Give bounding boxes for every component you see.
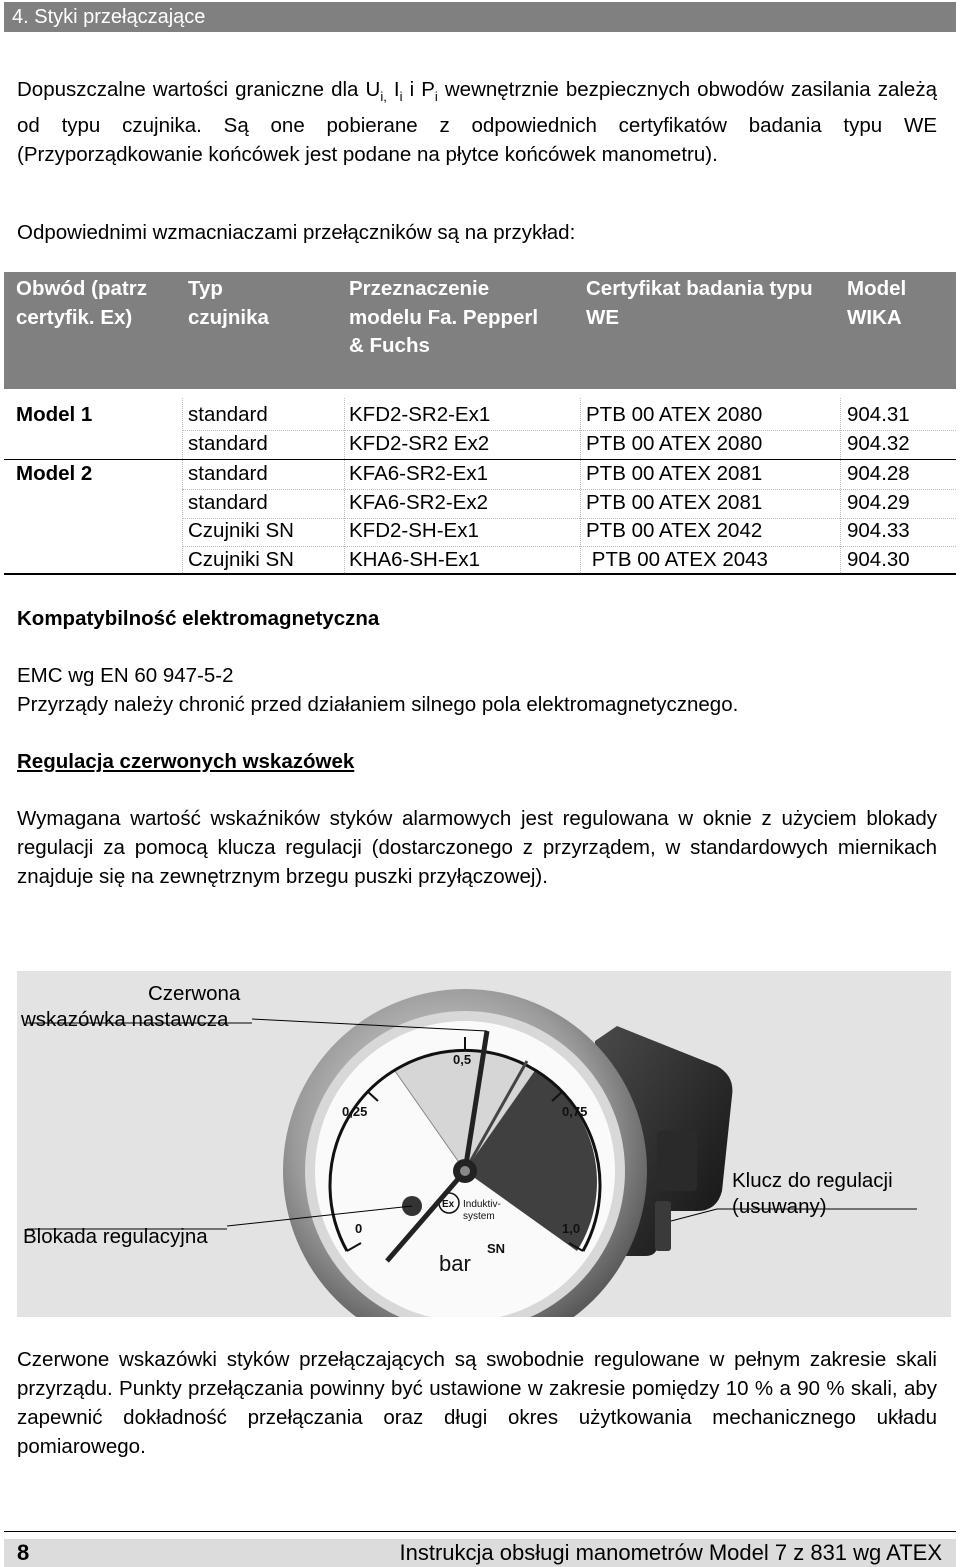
table-header [4, 272, 956, 389]
unit-label: bar [439, 1251, 471, 1276]
emc-standard: EMC wg EN 60 947-5-2 [17, 664, 234, 687]
switch-amplifier-table [4, 398, 956, 573]
emc-warning: Przyrządy należy chronić przed działaniem silnego pola elektromagnetycznego. [17, 693, 739, 716]
amplifiers-intro: Odpowiednimi wzmacniaczami przełączników są na przykład: [17, 221, 576, 244]
tick-label: 1,0 [562, 1221, 581, 1236]
callout-lock: Blokada regulacyjna [23, 1225, 208, 1248]
table-row: standard KFD2-SR2 Ex2 PTB 00 ATEX 2080 904.32 [188, 432, 910, 455]
header-wika-model: Model WIKA [847, 277, 907, 329]
emc-heading: Kompatybilność elektromagnetyczna [17, 607, 380, 630]
header-model-purpose: Przeznaczenie modelu Fa. Pepperl & Fuchs [349, 277, 539, 357]
tick-label: 0,5 [453, 1052, 472, 1067]
closing-paragraph: Czerwone wskazówki styków przełączających są swobodnie regulowane w pełnym zakresie skali przyrządu. Punkty przełączania powinny być ustawione w zakresie pomiędzy 10 % a 90 % skali, aby zapewnić dokładność przełączania oraz długi okres użytkowania mechanicznego układu pomiarowego. [17, 1348, 937, 1458]
table-row: Model 2 standard KFA6-SR2-Ex1 PTB 00 ATEX 2081 904.28 [16, 462, 910, 485]
footer-title: Instrukcja obsługi manometrów Model 7 z 831 wg ATEX [399, 1540, 942, 1565]
callout-key-line2: (usuwany) [732, 1195, 827, 1218]
callout-key-line1: Klucz do regulacji [732, 1169, 893, 1192]
header-sensor-type: Typ czujnika [188, 277, 269, 329]
svg-text:system: system [463, 1211, 495, 1222]
callout-pointer-line2: wskazówka nastawcza [21, 1008, 229, 1031]
svg-text:Ex: Ex [442, 1199, 455, 1210]
table-row: Czujniki SN KFD2-SH-Ex1 PTB 00 ATEX 2042 904.33 [188, 519, 910, 542]
page-footer [4, 1539, 956, 1567]
tick-label: 0,75 [562, 1104, 588, 1119]
gauge-figure [17, 971, 951, 1317]
table-row: Model 1 standard KFD2-SR2-Ex1 PTB 00 ATEX 2080 904.31 [16, 403, 910, 426]
header-certificate: Certyfikat badania typu WE [586, 277, 813, 329]
table-row: Czujniki SN KHA6-SH-Ex1 PTB 00 ATEX 2043 904.30 [188, 548, 910, 571]
adjustment-key-icon [655, 1201, 671, 1251]
svg-text:Induktiv-: Induktiv- [463, 1199, 501, 1210]
svg-text:SN: SN [487, 1241, 506, 1256]
header-circuit: Obwód (patrz certyfik. Ex) [16, 277, 147, 329]
tick-label: 0 [355, 1221, 363, 1236]
callout-pointer-line1: Czerwona [148, 982, 241, 1005]
tick-label: 0,25 [342, 1104, 368, 1119]
adjust-text: Wymagana wartość wskaźników styków alarmowych jest regulowana w oknie z użyciem blokady regulacji za pomocą klucza regulacji (dostarczonego z przyrządem, w standardowych miernikach znajduje się na zewnętrznym brzegu puszki przyłączowej). [17, 807, 937, 888]
adjust-heading: Regulacja czerwonych wskazówek [17, 750, 355, 773]
intro-paragraph: Dopuszczalne wartości graniczne dla $U_{i,}$ $I_i$ i $P_i$ wewnętrznie bezpiecznych obwodów zasilania zależą od typu czujnika. Są one pobierane z odpowiednich certyfikatów badania typu WE (Przyporządkowanie końcówek jest podane na płytce końcówek manometru). [17, 78, 937, 167]
page-number: 8 [17, 1540, 30, 1565]
section-title: 4. Styki przełączające [4, 2, 956, 32]
table-row: standard KFA6-SR2-Ex2 PTB 00 ATEX 2081 904.29 [188, 491, 910, 514]
